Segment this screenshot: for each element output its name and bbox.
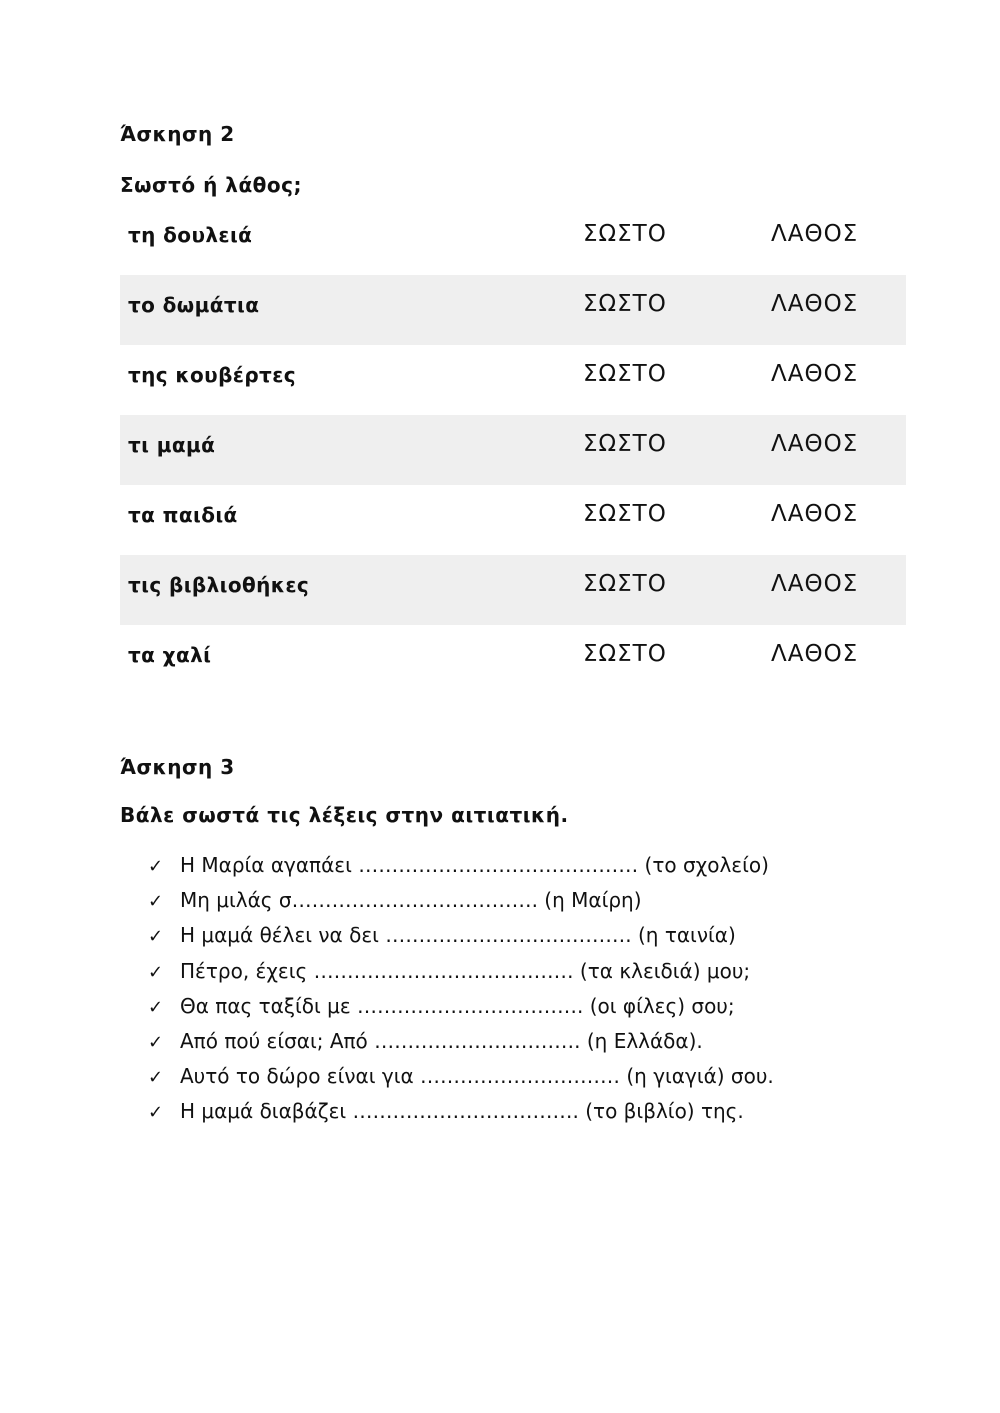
tf-word: τις βιβλιοθήκες xyxy=(128,573,310,597)
tf-row xyxy=(120,485,906,555)
list-item xyxy=(148,954,774,989)
tf-row xyxy=(120,415,906,485)
sentence-text: Από πού είσαι; Από …………………………. (η Ελλάδα). xyxy=(180,1028,703,1053)
true-false-table xyxy=(120,205,906,695)
list-item xyxy=(148,1094,774,1129)
true-option[interactable]: ΣΩΣΤΟ xyxy=(583,571,667,597)
true-option[interactable]: ΣΩΣΤΟ xyxy=(583,291,667,317)
check-icon: ✓ xyxy=(148,961,164,983)
list-item xyxy=(148,1059,774,1094)
exercise-2-instruction: Σωστό ή λάθος; xyxy=(120,173,303,197)
sentence-text: Αυτό το δώρο είναι για ………………………… (η γιαγιά) σου. xyxy=(180,1064,774,1089)
check-icon: ✓ xyxy=(148,1102,164,1124)
check-icon: ✓ xyxy=(148,1067,164,1089)
true-option[interactable]: ΣΩΣΤΟ xyxy=(583,221,667,247)
check-icon: ✓ xyxy=(148,856,164,877)
exercise-2-title: Άσκηση 2 xyxy=(120,122,235,146)
list-item xyxy=(148,1024,774,1059)
true-option[interactable]: ΣΩΣΤΟ xyxy=(583,361,667,387)
tf-word: τι μαμά xyxy=(128,433,216,457)
tf-row xyxy=(120,205,906,275)
list-item xyxy=(148,848,774,883)
check-icon: ✓ xyxy=(148,926,164,948)
tf-row xyxy=(120,275,906,345)
exercise-3-title: Άσκηση 3 xyxy=(120,755,235,779)
tf-word: το δωμάτια xyxy=(128,293,260,317)
sentence-text: Η Μαρία αγαπάει …………………………………… (το σχολείο) xyxy=(180,853,769,877)
true-option[interactable]: ΣΩΣΤΟ xyxy=(583,641,667,667)
false-option[interactable]: ΛΑΘΟΣ xyxy=(771,431,859,457)
sentence-text: Η μαμά θέλει να δει ………………………………. (η ταινία) xyxy=(180,923,736,948)
tf-row xyxy=(120,345,906,415)
tf-row xyxy=(120,555,906,625)
tf-row xyxy=(120,625,906,695)
false-option[interactable]: ΛΑΘΟΣ xyxy=(771,291,859,317)
exercise-3-instruction: Βάλε σωστά τις λέξεις στην αιτιατική. xyxy=(120,803,569,827)
sentence-text: Μη μιλάς σ………………………………. (η Μαίρη) xyxy=(180,888,642,913)
check-icon: ✓ xyxy=(148,891,164,913)
check-icon: ✓ xyxy=(148,1031,164,1053)
sentence-list xyxy=(148,848,774,1130)
list-item xyxy=(148,989,774,1024)
false-option[interactable]: ΛΑΘΟΣ xyxy=(771,641,859,667)
false-option[interactable]: ΛΑΘΟΣ xyxy=(771,571,859,597)
check-icon: ✓ xyxy=(148,996,164,1018)
sentence-text: Θα πας ταξίδι με ……………………………. (οι φίλες) σου; xyxy=(180,993,735,1018)
tf-word: τα παιδιά xyxy=(128,503,238,527)
tf-word: τα χαλί xyxy=(128,643,212,667)
tf-word: της κουβέρτες xyxy=(128,363,296,387)
list-item xyxy=(148,918,774,953)
tf-word: τη δουλειά xyxy=(128,223,253,247)
false-option[interactable]: ΛΑΘΟΣ xyxy=(771,221,859,247)
sentence-text: Πέτρο, έχεις ………………………………… (τα κλειδιά) μου; xyxy=(180,958,751,983)
false-option[interactable]: ΛΑΘΟΣ xyxy=(771,501,859,527)
list-item xyxy=(148,883,774,918)
true-option[interactable]: ΣΩΣΤΟ xyxy=(583,431,667,457)
sentence-text: Η μαμά διαβάζει ……………………………. (το βιβλίο) της. xyxy=(180,1099,744,1124)
true-option[interactable]: ΣΩΣΤΟ xyxy=(583,501,667,527)
false-option[interactable]: ΛΑΘΟΣ xyxy=(771,361,859,387)
